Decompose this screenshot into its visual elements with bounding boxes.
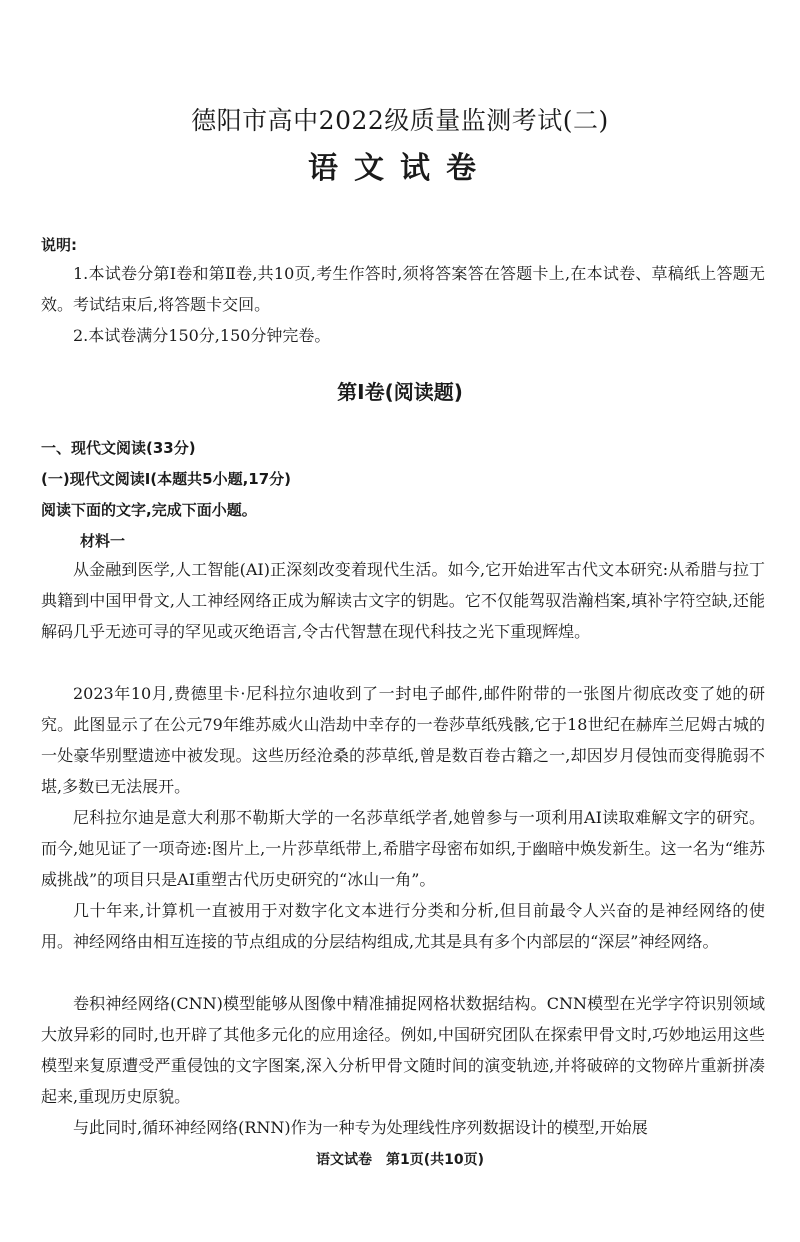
instruction-item-1: 1.本试卷分第Ⅰ卷和第Ⅱ卷,共10页,考生作答时,须将答案答在答题卡上,在本试卷、草稿纸上答题无效。考试结束后,将答题卡交回。 bbox=[41, 264, 765, 314]
instruction-item-2: 2.本试卷满分150分,150分钟完卷。 bbox=[73, 326, 331, 345]
instructions-heading: 说明: bbox=[41, 236, 77, 254]
section-title: 第Ⅰ卷(阅读题) bbox=[337, 380, 463, 404]
exam-title: 德阳市高中2022级质量监测考试(二) bbox=[191, 106, 609, 135]
body-paragraph-3: 尼科拉尔迪是意大利那不勒斯大学的一名莎草纸学者,她曾参与一项利用AI读取难解文字的研究。而今,她见证了一项奇迹:图片上,一片莎草纸带上,希腊字母密布如织,于幽暗中焕发新生。这一名为“维苏威挑战”的项目只是AI重塑古代历史研究的“冰山一角”。 bbox=[41, 808, 765, 889]
body-paragraph-1: 从金融到医学,人工智能(AI)正深刻改变着现代生活。如今,它开始进军古代文本研究:从希腊与拉丁典籍到中国甲骨文,人工神经网络正成为解读古文字的钥匙。它不仅能驾驭浩瀚档案,填补字符空缺,还能解码几乎无迹可寻的罕见或灭绝语言,令古代智慧在现代科技之光下重现辉煌。 bbox=[41, 560, 765, 641]
page-footer: 语文试卷 第1页(共10页) bbox=[315, 1152, 485, 1168]
part-heading: 一、现代文阅读(33分) bbox=[41, 439, 196, 457]
body-paragraph-6: 与此同时,循环神经网络(RNN)作为一种专为处理线性序列数据设计的模型,开始展 bbox=[73, 1118, 648, 1137]
body-paragraph-2: 2023年10月,费德里卡·尼科拉尔迪收到了一封电子邮件,邮件附带的一张图片彻底改变了她的研究。此图显示了在公元79年维苏威火山浩劫中幸存的一卷莎草纸残骸,它于18世纪在赫库兰尼姆古城的一处豪华别墅遗迹中被发现。这些历经沧桑的莎草纸,曾是数百卷古籍之一,却因岁月侵蚀而变得脆弱不堪,多数已无法展开。 bbox=[41, 684, 765, 796]
material-label: 材料一 bbox=[80, 532, 126, 550]
subpart-heading: (一)现代文阅读Ⅰ(本题共5小题,17分) bbox=[41, 470, 292, 488]
body-paragraph-5: 卷积神经网络(CNN)模型能够从图像中精准捕捉网格状数据结构。CNN模型在光学字符识别领域大放异彩的同时,也开辟了其他多元化的应用途径。例如,中国研究团队在探索甲骨文时,巧妙地运用这些模型来复原遭受严重侵蚀的文字图案,深入分析甲骨文随时间的演变轨迹,并将破碎的文物碎片重新拼凑起来,重现历史原貌。 bbox=[41, 994, 765, 1106]
subject-title: 语文试卷 bbox=[308, 151, 492, 186]
body-paragraph-4: 几十年来,计算机一直被用于对数字化文本进行分类和分析,但目前最令人兴奋的是神经网络的使用。神经网络由相互连接的节点组成的分层结构组成,尤其是具有多个内部层的“深层”神经网络。 bbox=[41, 901, 765, 951]
reading-direction: 阅读下面的文字,完成下面小题。 bbox=[41, 501, 257, 519]
